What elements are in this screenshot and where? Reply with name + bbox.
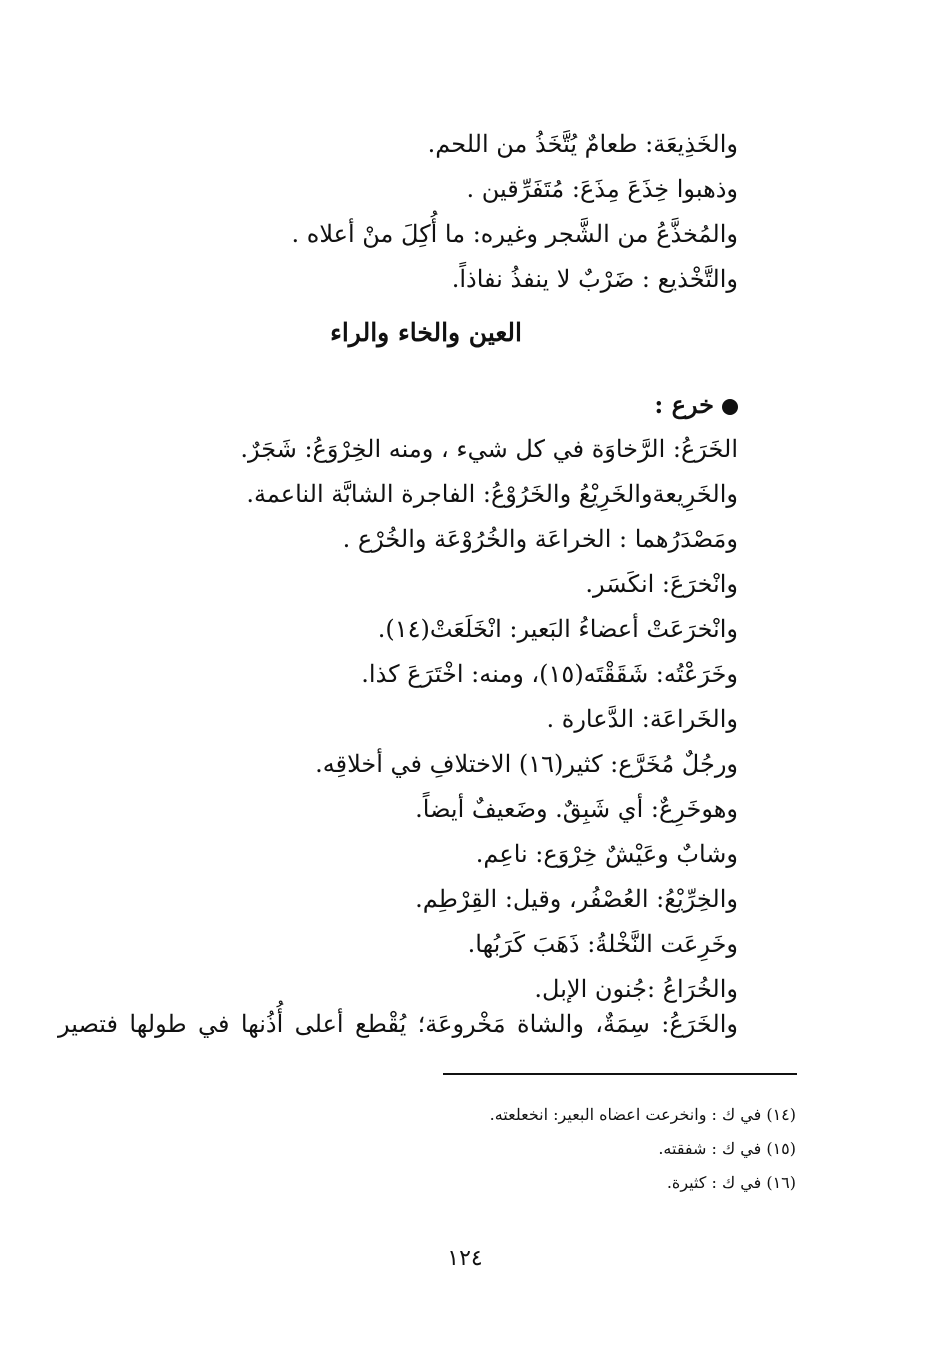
entry-heading bbox=[78, 382, 738, 427]
entry-heading-label: خرع : bbox=[654, 390, 714, 419]
text-line: والخِرِّيْعُ: العُصْفُر، وقيل: القِرْطِم. bbox=[415, 885, 738, 913]
text-line: وشابٌ وعَيْشٌ خِرْوَع: ناعِم. bbox=[475, 840, 738, 868]
text-line: والخَراعَة: الدَّعارة . bbox=[546, 705, 738, 733]
page-number: ١٢٤ bbox=[447, 1246, 483, 1271]
text-line: والخَذِيعَة: طعامٌ يُتَّخَذُ من اللحم. bbox=[427, 130, 738, 158]
text-line: ورجُلٌ مُخَرَّع: كثير(١٦) الاختلافِ في أخلاقِه. bbox=[315, 750, 738, 778]
text-line: وخَرِعَت النَّخْلةُ: ذَهَبَ كَرَبُها. bbox=[467, 930, 738, 958]
text-line: وهوخَرِعٌ: أي شَبِقٌ. وضَعيفٌ أيضاً. bbox=[415, 795, 738, 823]
text-line: والمُخذَّعُ من الشَّجر وغيره: ما أُكِلَ منْ أعلاه . bbox=[291, 220, 738, 248]
footnote: (١٥) في ك : شفقته. bbox=[658, 1139, 796, 1158]
top-paragraph bbox=[78, 122, 738, 302]
continued-line: والخَرَعُ: سِمَةٌ، والشاة مَخْروعَة؛ يُقْطع أعلى أُذُنها في طولها فتصير bbox=[58, 1010, 738, 1038]
footnote: (١٤) في ك : وانخرعت اعضاه البعير: انخعلعته. bbox=[489, 1105, 796, 1124]
entry-section bbox=[78, 382, 738, 1012]
text-line: وانْخرَعَ: انكَسَر. bbox=[585, 570, 738, 598]
footnote: (١٦) في ك : كثيرة. bbox=[666, 1173, 796, 1192]
text-line: وذهبوا خِذَعَ مِذَعَ: مُتَفَرِّقين . bbox=[466, 175, 738, 203]
bullet-icon bbox=[722, 399, 738, 415]
text-line: وانْخرَعَتْ أعضاءُ البَعير: انْخَلَعَتْ(١٤). bbox=[377, 615, 738, 643]
footnotes bbox=[196, 1098, 796, 1200]
text-line: وخَرَعْتُه: شَقَقْتَه(١٥)، ومنه: اخْتَرَعَ كذا. bbox=[361, 660, 738, 688]
footnote-divider bbox=[443, 1073, 797, 1075]
text-line: ومَصْدَرُهما : الخراعَة والخُرُوْعَة والخُرْع . bbox=[342, 525, 738, 553]
text-line: والخُرَاعُ :جُنون الإبل. bbox=[534, 975, 738, 1003]
text-line: الخَرَعُ: الرَّخاوَة في كل شيء ، ومنه الخِرْوَعُ: شَجَرٌ. bbox=[240, 435, 738, 463]
section-heading: العين والخاء والراء bbox=[330, 318, 522, 347]
text-line: والخَرِيعةوالخَرِيْعُ والخَرُوْعُ: الفاجرة الشابَّة الناعمة. bbox=[246, 480, 738, 508]
text-line: والتَّخْذيع : ضَرْبٌ لا ينفذُ نفاذاً. bbox=[451, 265, 738, 293]
